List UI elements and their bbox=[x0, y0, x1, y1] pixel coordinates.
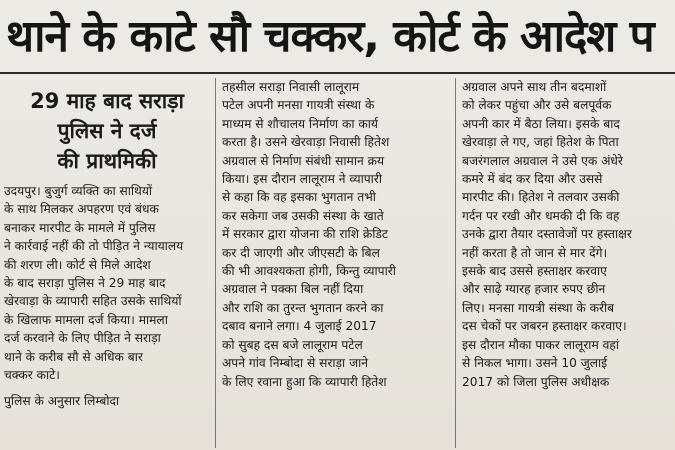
text-line: दबाव बनाने लगा। 4 जुलाई 2017 bbox=[222, 319, 377, 334]
column-divider bbox=[455, 78, 456, 448]
column-2-body bbox=[222, 78, 450, 391]
text-line: अग्रवाल ने पक्का बिल नहीं दिया bbox=[222, 282, 364, 297]
text-line: के बाद सराड़ा पुलिस ने 29 माह बाद bbox=[4, 276, 166, 291]
text-line: बजरंगलाल अग्रवाल ने उसे एक अंधेरे bbox=[462, 153, 623, 168]
text-line: अपने गांव निम्बोदा से सराड़ा जाने bbox=[222, 356, 369, 371]
text-line: में सरकार द्वारा योजना की राशि क्रेडिट bbox=[222, 227, 389, 242]
text-line: किया। इस दौरान लालूराम ने व्यापारी bbox=[222, 172, 382, 187]
subheadline-line: की प्राथमिकी bbox=[57, 149, 157, 173]
text-line: इस दौरान मौका पाकर लालूराम वहां bbox=[462, 337, 620, 352]
column-1 bbox=[4, 78, 210, 411]
text-line: अग्रवाल से निर्माण संबंधी सामान क्रय bbox=[222, 153, 385, 168]
text-line: के खिलाफ मामला दर्ज किया। मामला bbox=[4, 312, 168, 327]
text-line: को लेकर पहुंचा और उसे बलपूर्वक bbox=[462, 98, 612, 113]
subheadline bbox=[4, 86, 210, 176]
text-line: अपनी कार में बैठा लिया। इसके बाद bbox=[462, 116, 620, 131]
text-line: और साढ़े ग्यारह हजार रुपए छीन bbox=[462, 282, 606, 297]
text-line: थाने के करीब सौ से अधिक बार bbox=[4, 349, 143, 364]
text-line: लिए। मनसा गायत्री संस्था के करीब bbox=[462, 300, 615, 315]
text-line: मारपीट की। हितेश ने तलवार उसकी bbox=[462, 190, 620, 205]
text-line: पटेल अपनी मनसा गायत्री संस्था के bbox=[222, 98, 375, 113]
text-line: ने कार्रवाई नहीं की तो पीड़ित ने न्यायालय bbox=[4, 239, 184, 254]
headline: थाने के काटे सौ चक्कर, कोर्ट के आदेश प bbox=[6, 11, 654, 62]
text-line: दस चेकों पर जबरन हस्ताक्षर करवाए। bbox=[462, 319, 627, 334]
text-line: 2017 को जिला पुलिस अधीक्षक bbox=[462, 374, 610, 389]
text-line: नहीं करता है तो जान से मार देंगे। bbox=[462, 245, 608, 260]
column-3-body bbox=[462, 78, 673, 391]
text-line: अग्रवाल अपने साथ तीन बदमाशों bbox=[462, 80, 607, 94]
text-line: उदयपुर। बुजुर्ग व्यक्ति का साथियों bbox=[4, 184, 153, 198]
text-line: तहसील सराड़ा निवासी लालूराम bbox=[222, 80, 360, 94]
text-line: कर दी जाएगी और जीएसटी के बिल bbox=[222, 245, 380, 260]
text-line: खेरवाड़ा ले गए, जहां हितेश के पिता bbox=[462, 135, 619, 150]
text-line: कमरे में बंद कर दिया और उससे bbox=[462, 172, 603, 187]
column-3 bbox=[462, 78, 673, 391]
text-line: के लिए रवाना हुआ कि व्यापारी हितेश bbox=[222, 374, 387, 389]
headline-rule bbox=[0, 72, 675, 74]
text-line: की भी आवश्यकता होगी, किन्तु व्यापारी bbox=[222, 264, 396, 279]
subheadline-line: पुलिस ने दर्ज bbox=[57, 119, 157, 143]
text-line: खेरवाड़ा के व्यापारी सहित उसके साथियों bbox=[4, 294, 182, 309]
text-line: से निकल भागा। उसने 10 जुलाई bbox=[462, 356, 608, 371]
text-line: माध्यम से शौचालय निर्माण का कार्य bbox=[222, 116, 378, 131]
text-line: बनाकर मारपीट के मामले में पुलिस bbox=[4, 220, 156, 235]
text-line: उनके द्वारा तैयार दस्तावेजों पर हस्ताक्षर bbox=[462, 227, 632, 242]
text-line: गर्दन पर रखी और धमकी दी कि वह bbox=[462, 208, 620, 223]
subheadline-line: 29 माह बाद सराड़ा bbox=[30, 89, 184, 113]
text-line: से कहा कि वह इसका भुगतान तभी bbox=[222, 190, 376, 205]
text-line: को सुबह दस बजे लालूराम पटेल bbox=[222, 337, 363, 352]
text-line: की शरण ली। कोर्ट से मिले आदेश bbox=[4, 257, 151, 272]
text-line: और राशि का तुरन्त भुगतान करने का bbox=[222, 300, 384, 315]
text-line: दर्ज करवाने के लिए पीड़ित ने सराड़ा bbox=[4, 331, 161, 346]
text-line: चक्कर काटे। bbox=[4, 368, 60, 383]
column-1-body bbox=[4, 182, 210, 411]
text-line: के साथ मिलकर अपहरण एवं बंधक bbox=[4, 202, 159, 217]
column-2 bbox=[222, 78, 450, 391]
text-line: करता है। उसने खेरवाड़ा निवासी हितेश bbox=[222, 135, 390, 150]
column-divider bbox=[215, 78, 216, 448]
text-line: इसके बाद उससे हस्ताक्षर करवाए bbox=[462, 264, 607, 279]
text-line: कर सकेगा जब उसकी संस्था के खाते bbox=[222, 208, 384, 223]
text-line: पुलिस के अनुसार लिम्बोदा bbox=[4, 394, 120, 409]
